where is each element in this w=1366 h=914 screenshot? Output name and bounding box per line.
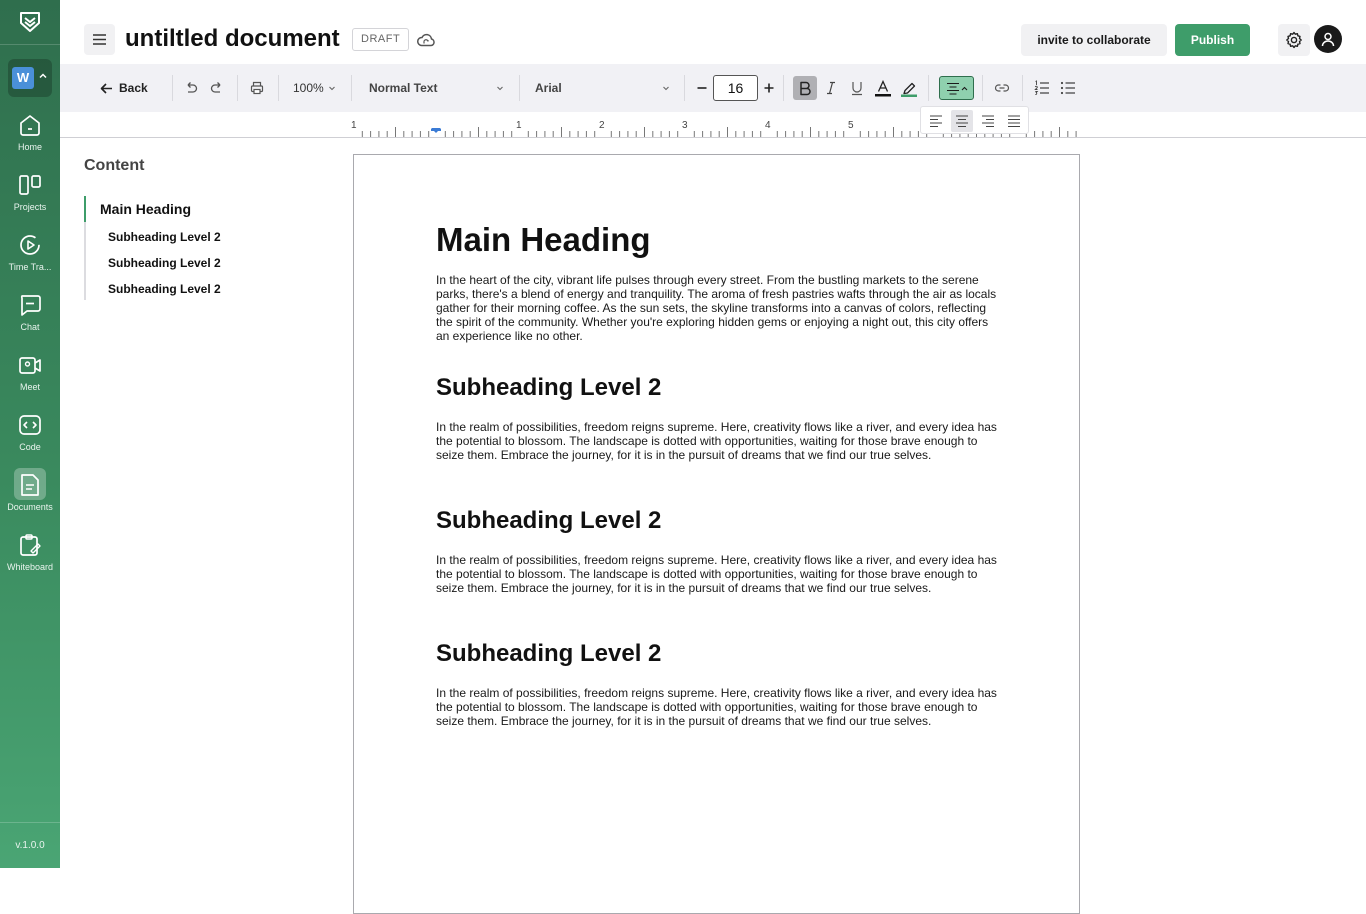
doc-paragraph[interactable]: In the realm of possibilities, freedom reigns supreme. Here, creativity flows like a river, and every idea has the potential to blossom. The landscape is dotted with opportunities, waiting for those brave enough to seize them. Embrace the journey, for it is in the pursuit of dreams that we find our true selves. [436,553,997,595]
ruler-number: 1 [516,120,522,131]
toolbar-divider [519,75,520,101]
toolbar-divider [172,75,173,101]
toolbar-divider [684,75,685,101]
rail-divider [0,44,60,45]
top-header [60,0,1366,64]
align-right-button[interactable] [977,110,999,132]
text-align-popover [920,106,1029,134]
projects-icon [17,172,43,198]
text-color-button[interactable] [871,76,895,100]
nav-time-tracking-label: Time Tra... [8,262,52,272]
chevron-down-icon [662,84,670,92]
publish-button[interactable]: Publish [1175,24,1250,56]
code-icon [17,412,43,438]
chat-icon [17,292,43,318]
indent-marker-top [431,129,441,131]
app-sidebar [0,0,60,868]
doc-paragraph[interactable]: In the heart of the city, vibrant life pulses through every street. From the bustling markets to the serene parks, there's a blend of energy and tranquility. The aroma of fresh pastries wafts through the air as locals gather for their morning coffee. As the sun sets, the skyline transforms into a canvas of colors, reflecting the spirit of the community. Whether you're exploring hidden gems or enjoying a night out, this city offers an experience like no other. [436,273,997,343]
bullet-list-icon [1060,80,1076,96]
align-left-icon [929,114,943,128]
back-label: Back [119,81,148,95]
align-center-button[interactable] [951,110,973,132]
formatting-toolbar [60,64,1366,112]
time-tracking-icon [17,232,43,258]
user-avatar-button[interactable] [1314,25,1342,53]
ruler-number: 1 [351,120,357,131]
increase-font-size-button[interactable] [763,64,775,112]
invite-collaborate-button[interactable]: invite to collaborate [1021,24,1167,56]
nav-projects[interactable] [0,166,60,222]
toolbar-divider [278,75,279,101]
align-center-icon [955,114,969,128]
document-page[interactable] [353,154,1080,914]
zoom-select[interactable] [293,64,336,112]
underline-button[interactable] [845,76,869,100]
outline-item-subheading[interactable]: Subheading Level 2 [108,230,221,244]
align-justify-button[interactable] [1003,110,1025,132]
documents-icon [17,472,43,498]
redo-button[interactable] [210,64,224,112]
nav-documents[interactable] [0,466,60,522]
document-title[interactable]: untiltled document [125,25,340,52]
workspace-avatar: W [12,67,34,89]
underline-icon [849,80,865,96]
outline-item-subheading[interactable]: Subheading Level 2 [108,282,221,296]
nav-meet[interactable] [0,346,60,402]
text-align-dropdown[interactable] [939,76,974,100]
doc-subheading[interactable]: Subheading Level 2 [436,640,662,667]
bullet-list-button[interactable] [1056,76,1080,100]
numbered-list-icon [1034,80,1050,96]
toolbar-divider [351,75,352,101]
nav-code[interactable] [0,406,60,462]
ruler-number: 4 [765,120,771,131]
outline-active-indicator [84,196,86,222]
meet-icon [17,352,43,378]
bold-icon [797,80,813,96]
toolbar-divider [237,75,238,101]
toolbar-divider [1022,75,1023,101]
outline-item-subheading[interactable]: Subheading Level 2 [108,256,221,270]
align-left-button[interactable] [925,110,947,132]
app-logo-icon[interactable] [18,10,42,34]
ruler-number: 3 [682,120,688,131]
toolbar-divider [982,75,983,101]
workspace-switcher[interactable] [8,59,52,97]
outline-title: Content [84,157,145,174]
bold-button[interactable] [793,76,817,100]
whiteboard-icon [17,532,43,558]
nav-chat[interactable] [0,286,60,342]
highlighter-icon [901,80,917,98]
back-button[interactable] [100,64,148,112]
text-style-value: Normal Text [369,81,438,95]
status-badge: DRAFT [352,28,409,51]
nav-home[interactable] [0,106,60,162]
ruler-number: 5 [848,120,854,131]
nav-projects-label: Projects [13,202,47,212]
nav-home-label: Home [17,142,42,152]
chevron-down-icon [496,84,504,92]
cloud-sync-icon [416,30,436,50]
font-family-value: Arial [535,81,562,95]
home-icon [17,112,43,138]
doc-paragraph[interactable]: In the realm of possibilities, freedom reigns supreme. Here, creativity flows like a river, and every idea has the potential to blossom. The landscape is dotted with opportunities, waiting for those brave enough to seize them. Embrace the journey, for it is in the pursuit of dreams that we find our true selves. [436,686,997,728]
app-version: v.1.0.0 [15,840,45,851]
nav-time-tracking[interactable] [0,226,60,282]
arrow-left-icon [100,82,113,95]
nav-whiteboard[interactable] [0,526,60,582]
nav-documents-label: Documents [7,502,53,512]
text-color-icon [875,80,891,98]
print-button[interactable] [250,64,264,112]
toolbar-divider [783,75,784,101]
redo-icon [210,81,224,95]
menu-button[interactable] [84,24,115,55]
doc-subheading[interactable]: Subheading Level 2 [436,507,662,534]
numbered-list-button[interactable] [1030,76,1054,100]
align-right-icon [981,114,995,128]
chevron-up-icon [38,71,48,81]
plus-icon [763,82,775,94]
doc-paragraph[interactable]: In the realm of possibilities, freedom reigns supreme. Here, creativity flows like a river, and every idea has the potential to blossom. The landscape is dotted with opportunities, waiting for those brave enough to seize them. Embrace the journey, for it is in the pursuit of dreams that we find our true selves. [436,420,997,462]
settings-button[interactable] [1278,24,1310,56]
italic-button[interactable] [819,76,843,100]
chevron-down-icon [328,84,336,92]
align-center-icon [946,82,968,95]
italic-icon [823,80,839,96]
highlight-color-button[interactable] [897,76,921,100]
text-style-select[interactable] [369,64,504,112]
nav-meet-label: Meet [19,382,40,392]
gear-icon [1285,31,1303,49]
ruler-number: 2 [599,120,605,131]
nav-code-label: Code [19,442,41,452]
font-family-select[interactable] [535,64,670,112]
doc-subheading[interactable]: Subheading Level 2 [436,374,662,401]
doc-main-heading[interactable]: Main Heading [436,221,651,258]
user-icon [1320,31,1336,47]
nav-chat-label: Chat [20,322,40,332]
link-icon [994,80,1010,96]
print-icon [250,81,264,95]
font-size-input[interactable]: 16 [713,75,758,101]
nav-whiteboard-label: Whiteboard [6,562,54,572]
undo-button[interactable] [184,64,198,112]
outline-item-main-heading[interactable]: Main Heading [100,201,192,217]
undo-icon [184,81,198,95]
decrease-font-size-button[interactable] [696,64,708,112]
insert-link-button[interactable] [990,76,1014,100]
zoom-value: 100% [293,81,324,95]
align-justify-icon [1007,114,1021,128]
hamburger-icon [92,32,107,47]
minus-icon [696,82,708,94]
rail-divider-bottom [0,822,60,823]
toolbar-divider [928,75,929,101]
